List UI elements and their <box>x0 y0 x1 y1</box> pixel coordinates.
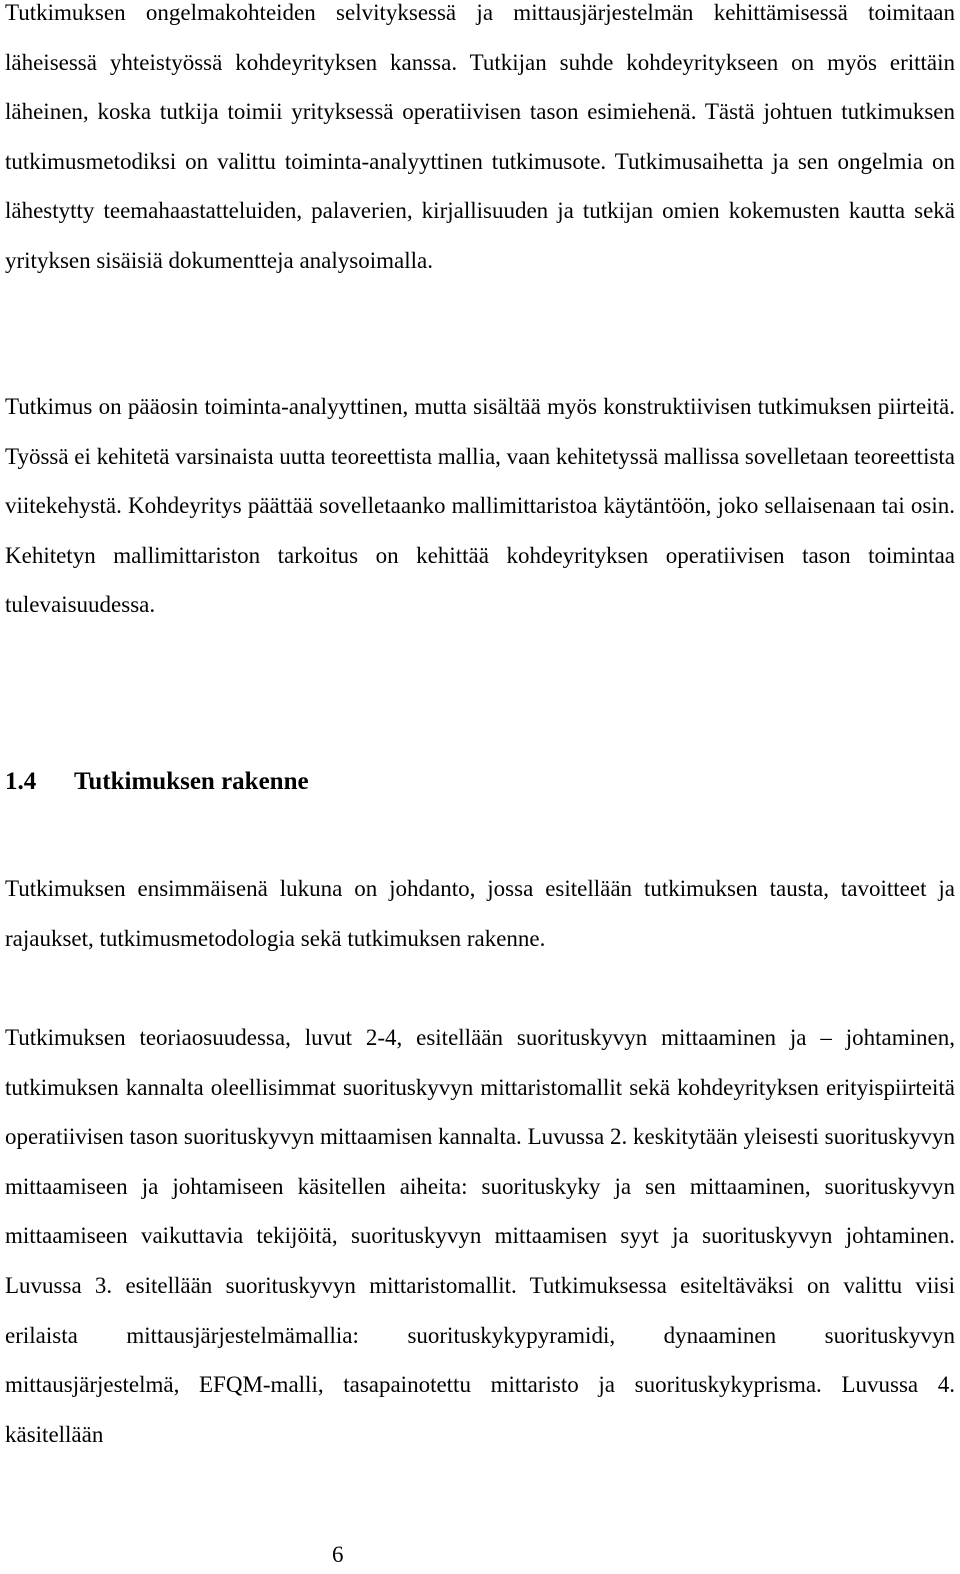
page-number: 6 <box>332 1542 344 1567</box>
paragraph-research-type: Tutkimus on pääosin toiminta-analyyttinen, mutta sisältää myös konstruktiivisen tutkimuksen piirteitä. Työssä ei kehitetä varsinaista uutta teoreettista mallia, vaan kehitetyssä mallissa sovelletaan teoreettista viitekehystä. Kohdeyritys päättää sovelletaanko mallimittaristoa käytäntöön, joko sellaisenaan tai osin. Kehitetyn mallimittariston tarkoitus on kehittää kohdeyrityksen operatiivisen tason toimintaa tulevaisuudessa. <box>5 394 956 618</box>
paragraph-research-method: Tutkimuksen ongelmakohteiden selvityksessä ja mittausjärjestelmän kehittämisessä toimitaan läheisessä yhteistyössä kohdeyrityksen kanssa. Tutkijan suhde kohdeyritykseen on myös erittäin läheinen, koska tutkija toimii yrityksessä operatiivisen tason esimiehenä. Tästä johtuen tutkimuksen tutkimusmetodiksi on valittu toiminta-analyyttinen tutkimusote. Tutkimusaihetta ja sen ongelmia on lähestytty teemahaastatteluiden, palaverien, kirjallisuuden ja tutkijan omien kokemusten kautta sekä yrityksen sisäisiä dokumentteja analysoimalla. <box>5 0 955 273</box>
paragraph-introduction-chapter: Tutkimuksen ensimmäisenä lukuna on johdanto, jossa esitellään tutkimuksen tausta, tavoitteet ja rajaukset, tutkimusmetodologia sekä tutkimuksen rakenne. <box>5 876 955 951</box>
section-heading <box>5 762 309 802</box>
section-title: Tutkimuksen rakenne <box>74 768 309 795</box>
document-page <box>5 0 955 1574</box>
section-number: 1.4 <box>5 768 37 795</box>
paragraph-theory-chapters: Tutkimuksen teoriaosuudessa, luvut 2-4, esitellään suorituskyvyn mittaaminen ja – johtaminen, tutkimuksen kannalta oleellisimmat suorituskyvyn mittaristomallit sekä kohdeyrityksen erityispiirteitä operatiivisen tason suorituskyvyn mittaamisen kannalta. Luvussa 2. keskitytään yleisesti suorituskyvyn mittaamiseen ja johtamiseen käsitellen aiheita: suorituskyky ja sen mittaaminen, suorituskyvyn mittaamiseen vaikuttavia tekijöitä, suorituskyvyn mittaamisen syyt ja suorituskyvyn johtaminen. Luvussa 3. esitellään suorituskyvyn mittaristomallit. Tutkimuksessa esiteltäväksi on valittu viisi erilaista mittausjärjestelmämallia: suorituskykypyramidi, dynaaminen suorituskyvyn mittausjärjestelmä, EFQM-malli, tasapainotettu mittaristo ja suorituskykyprisma. Luvussa 4. käsitellään <box>5 1025 955 1447</box>
